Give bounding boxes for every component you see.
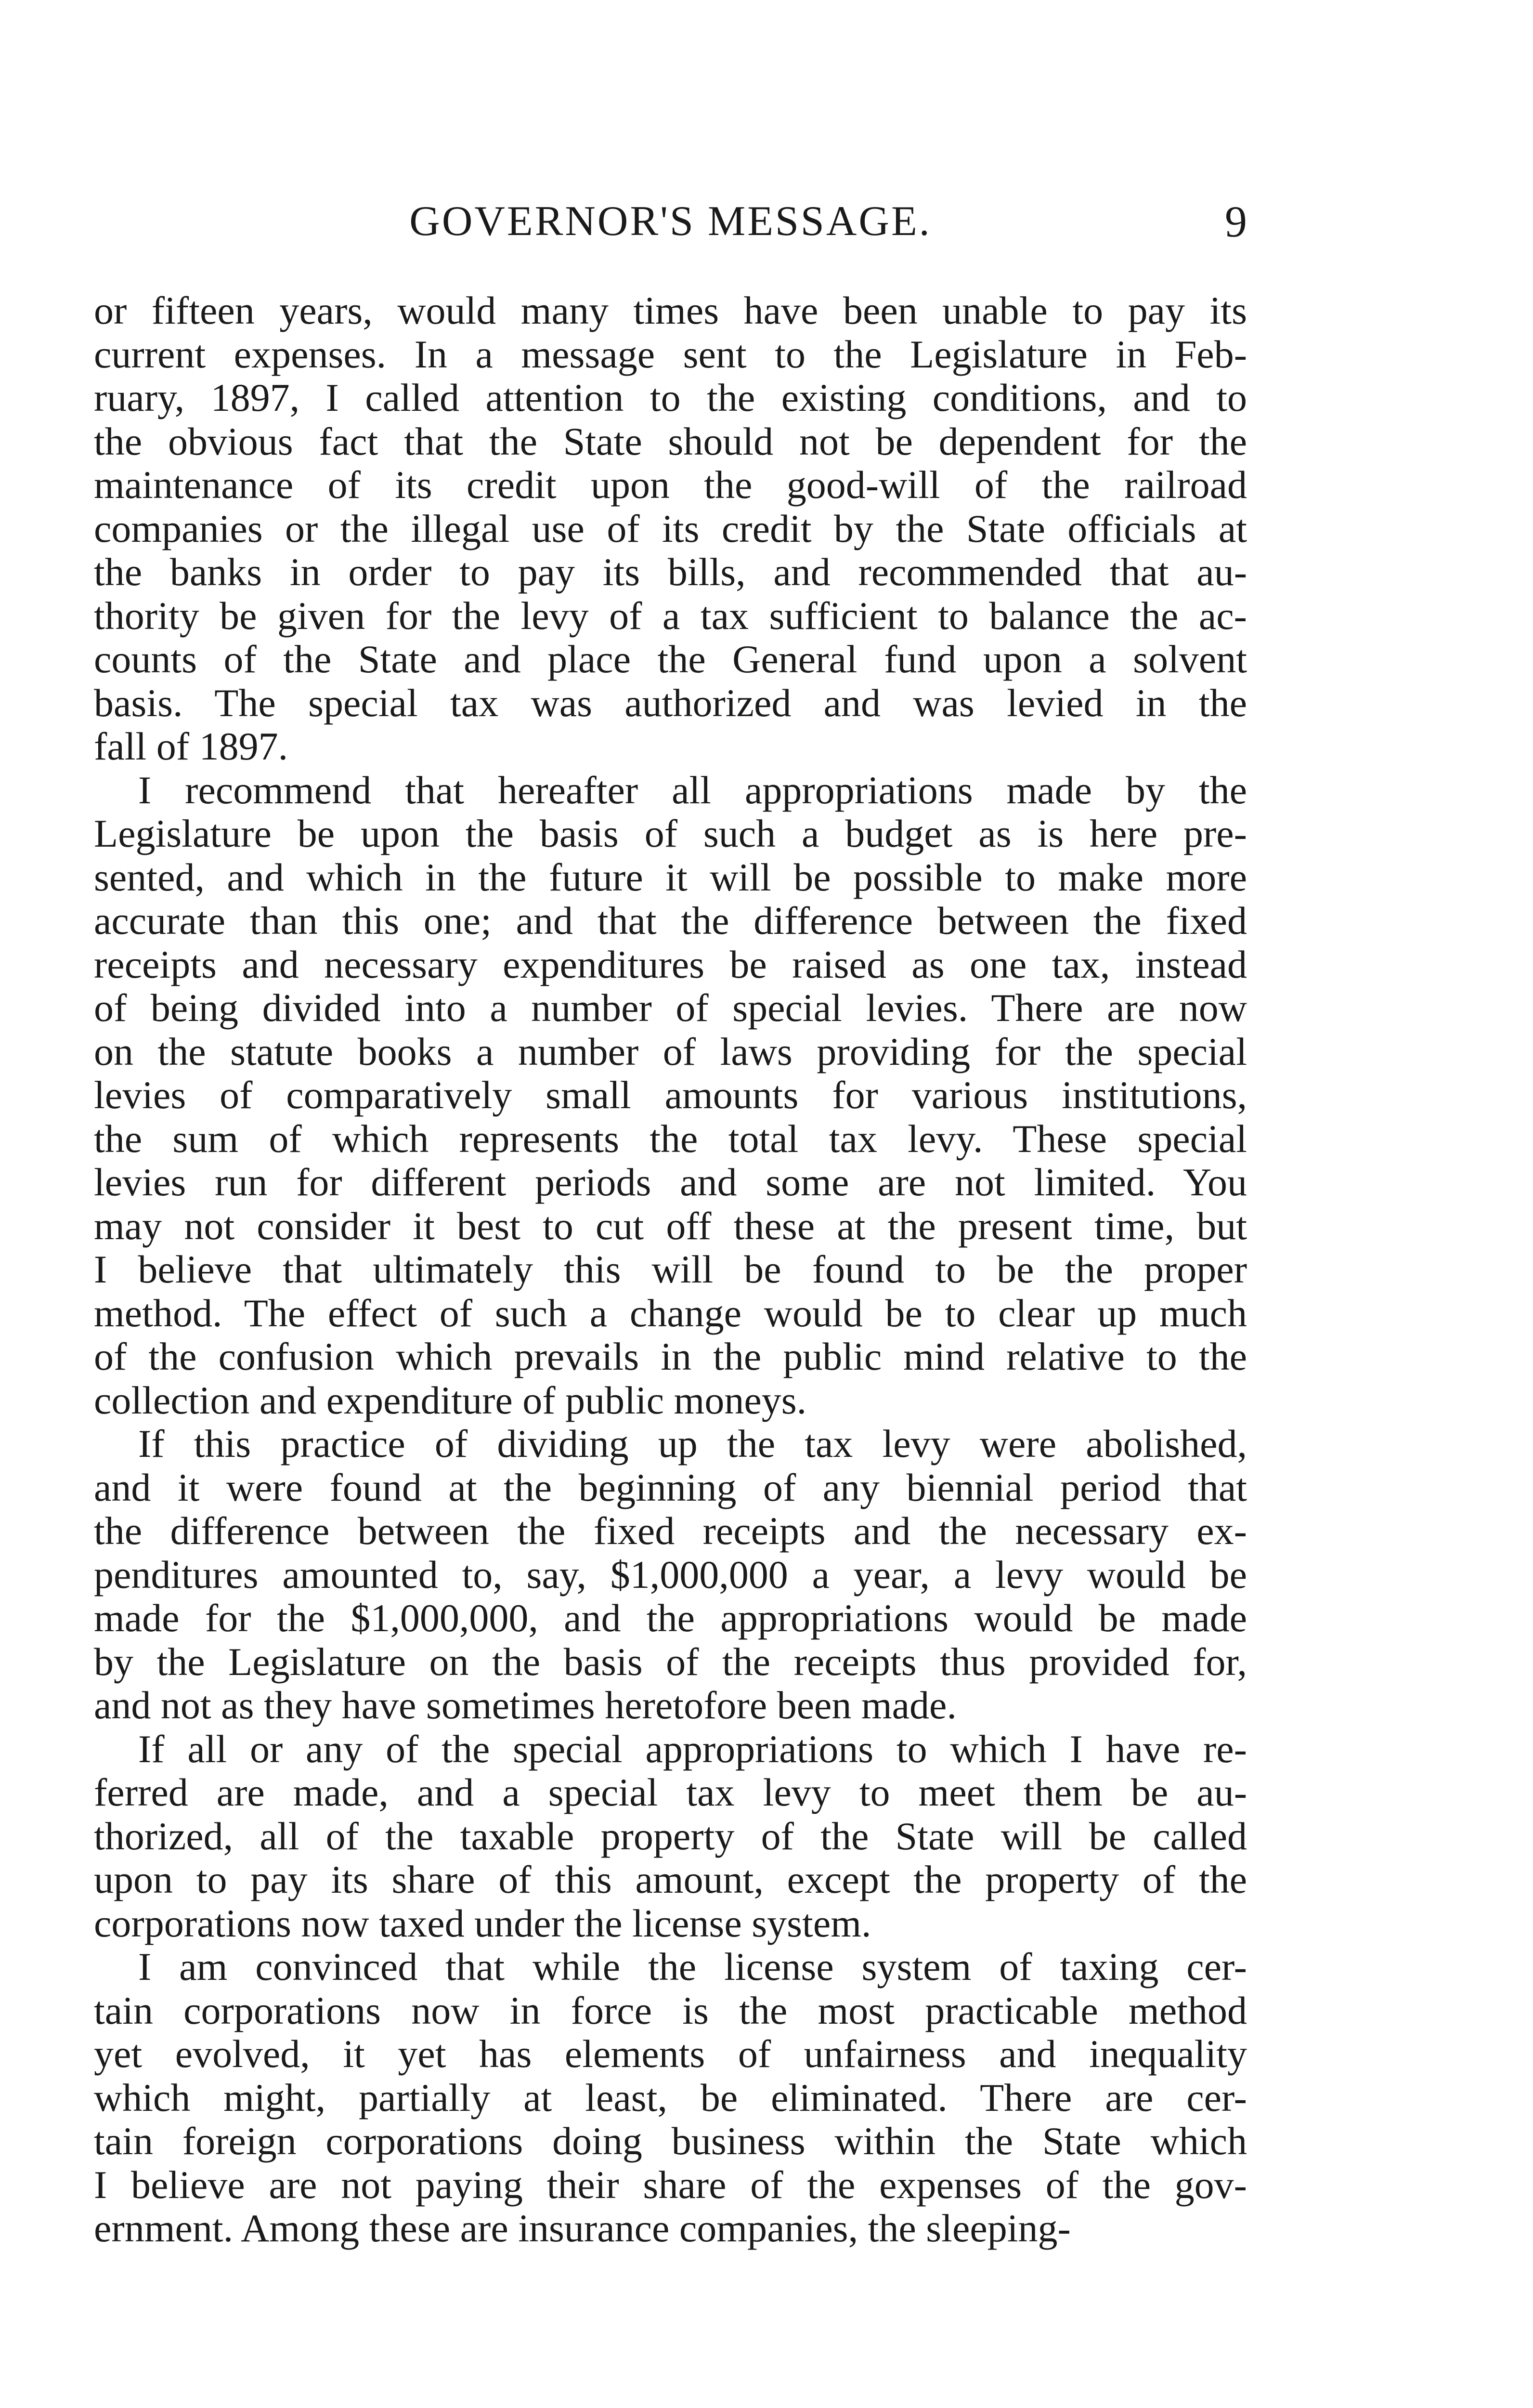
text-line: the sum of which represents the total tax levy. These special xyxy=(94,1116,1247,1161)
text-line: levies of comparatively small amounts for various institutions, xyxy=(94,1073,1247,1117)
text-line: on the statute books a number of laws providing for the special xyxy=(94,1029,1247,1073)
text-line: sented, and which in the future it will be possible to make more xyxy=(94,855,1247,899)
text-line: and not as they have sometimes heretofore been made. xyxy=(94,1683,957,1727)
text-line: made for the $1,000,000, and the appropriations would be made xyxy=(94,1596,1247,1640)
text-line: receipts and necessary expenditures be raised as one tax, instead xyxy=(94,942,1247,986)
text-line: accurate than this one; and that the difference between the fixed xyxy=(94,899,1247,942)
page-number: 9 xyxy=(1225,197,1247,246)
text-line: upon to pay its share of this amount, except the property of the xyxy=(94,1858,1247,1901)
text-line: which might, partially at least, be eliminated. There are cer- xyxy=(94,2075,1247,2120)
text-line: current expenses. In a message sent to the Legislature in Feb- xyxy=(94,332,1247,376)
text-line: the banks in order to pay its bills, and recommended that au- xyxy=(94,550,1247,594)
text-line: thorized, all of the taxable property of the State will be called xyxy=(94,1814,1247,1858)
text-line: tain corporations now in force is the most practicable method xyxy=(94,1988,1247,2032)
text-line: and it were found at the beginning of any biennial period that xyxy=(94,1465,1247,1509)
text-line: yet evolved, it yet has elements of unfairness and inequality xyxy=(94,2032,1247,2076)
body-text xyxy=(94,289,1247,2251)
text-line: ruary, 1897, I called attention to the existing conditions, and to xyxy=(94,376,1247,419)
text-line: fall of 1897. xyxy=(94,724,288,768)
text-line: by the Legislature on the basis of the receipts thus provided for, xyxy=(94,1639,1247,1684)
text-line: If all or any of the special appropriations to which I have re- xyxy=(138,1727,1247,1771)
text-line: ernment. Among these are insurance companies, the sleeping- xyxy=(94,2206,1071,2250)
running-title: GOVERNOR'S MESSAGE. xyxy=(409,198,932,245)
paragraph xyxy=(94,289,1247,769)
text-line: I believe that ultimately this will be found to be the proper xyxy=(94,1247,1247,1291)
text-line: of being divided into a number of special levies. There are now xyxy=(94,986,1247,1030)
text-line: maintenance of its credit upon the good-will of the railroad xyxy=(94,463,1247,507)
text-line: or fifteen years, would many times have been unable to pay its xyxy=(94,288,1247,332)
paragraph xyxy=(94,1422,1247,1727)
text-line: I recommend that hereafter all appropriations made by the xyxy=(138,768,1247,812)
text-line: companies or the illegal use of its credit by the State officials at xyxy=(94,506,1247,550)
paragraph xyxy=(94,1945,1247,2251)
text-line: I am convinced that while the license system of taxing cer- xyxy=(138,1945,1247,1989)
text-line: counts of the State and place the General fund upon a solvent xyxy=(94,637,1247,681)
text-line: I believe are not paying their share of the expenses of the gov- xyxy=(94,2162,1247,2207)
text-line: of the confusion which prevails in the public mind relative to the xyxy=(94,1335,1247,1378)
text-line: tain foreign corporations doing business within the State which xyxy=(94,2119,1247,2163)
text-line: penditures amounted to, say, $1,000,000 a year, a levy would be xyxy=(94,1552,1247,1597)
text-line: thority be given for the levy of a tax sufficient to balance the ac- xyxy=(94,593,1247,638)
paragraph xyxy=(94,769,1247,1423)
text-line: ferred are made, and a special tax levy to meet them be au- xyxy=(94,1770,1247,1814)
paragraph xyxy=(94,1727,1247,1946)
text-line: If this practice of dividing up the tax levy were abolished, xyxy=(138,1422,1247,1466)
text-line: method. The effect of such a change would be to clear up much xyxy=(94,1291,1247,1335)
text-line: may not consider it best to cut off these at the present time, but xyxy=(94,1204,1247,1248)
text-line: levies run for different periods and some are not limited. You xyxy=(94,1160,1247,1204)
text-line: corporations now taxed under the license system. xyxy=(94,1901,871,1945)
running-head xyxy=(94,195,1247,248)
text-line: basis. The special tax was authorized and was levied in the xyxy=(94,681,1247,725)
text-line: Legislature be upon the basis of such a budget as is here pre- xyxy=(94,811,1247,855)
text-line: the difference between the fixed receipts and the necessary ex- xyxy=(94,1509,1247,1553)
text-line: collection and expenditure of public moneys. xyxy=(94,1378,807,1422)
text-line: the obvious fact that the State should not be dependent for the xyxy=(94,419,1247,463)
